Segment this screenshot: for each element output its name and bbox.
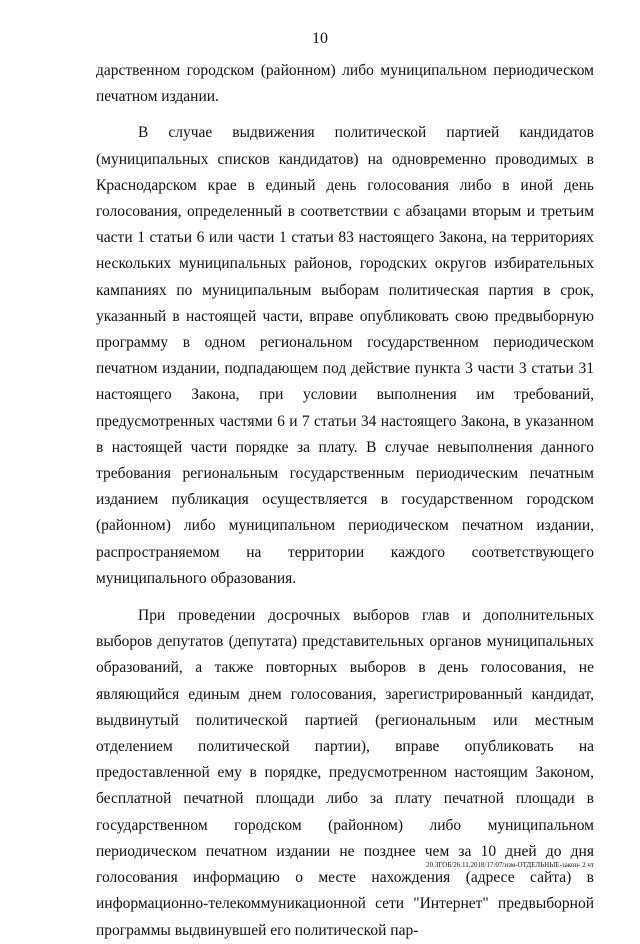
page-number: 10 [312, 30, 328, 47]
paragraph-3: При проведении досрочных выборов глав и дополнительных выборов депутатов (депутата) представительных органов муниципальных образований, а также повторных выборов в день голосования, не являющийся единым днем голосования, зарегистрированный кандидат, выдвинутый политической партией (региональным или местным отделением политической партии), вправе опубликовать на предоставленной ему в порядке, предусмотренном настоящим Законом, бесплатной печатной площади либо за плату печатной площади в государственном городском (районном) либо муниципальном периодическом печатном издании не позднее чем за 10 дней до дня голосования информацию о месте нахождения (адресе сайта) в информационно-телекоммуникационной сети "Интернет" предвыборной программы выдвинувшей его политической пар- [96, 607, 594, 939]
paragraph-1: дарственном городском (районном) либо муниципальном периодическом печатном издании. [96, 62, 594, 106]
paragraph-2: В случае выдвижения политической партией кандидатов (муниципальных списков кандидатов) на одновременно проводимых в Краснодарском крае в единый день голосования либо в иной день голосования, определенный в соответствии с абзацами вторым и третьим части 1 статьи 6 или части 1 статьи 83 настоящего Закона, на территориях нескольких муниципальных районов, городских округов избирательных кампаниях по муниципальным выборам политическая партия в срок, указанный в настоящей части, вправе опубликовать свою предвыборную программу в одном региональном государственном периодическом печатном издании, подпадающем под действие пункта 3 части 3 статьи 31 настоящего Закона, при условии выполнения им требований, предусмотренных частями 6 и 7 статьи 34 настоящего Закона, в указанном в настоящей части порядке за плату. В случае невыполнения данного требования региональным государственным периодическим печатным изданием публикация осуществляется в государственном городском (районном) либо муниципальном периодическом печатном издании, распространяемом на территории каждого соответствующего муниципального образования. [96, 124, 594, 587]
footer-document-code: 20.3ГОБ/26.11.2018/17:07/изм-ОТДЕЛЬНЫЕ-закон- 2 чт [426, 861, 594, 869]
document-body [96, 58, 594, 944]
